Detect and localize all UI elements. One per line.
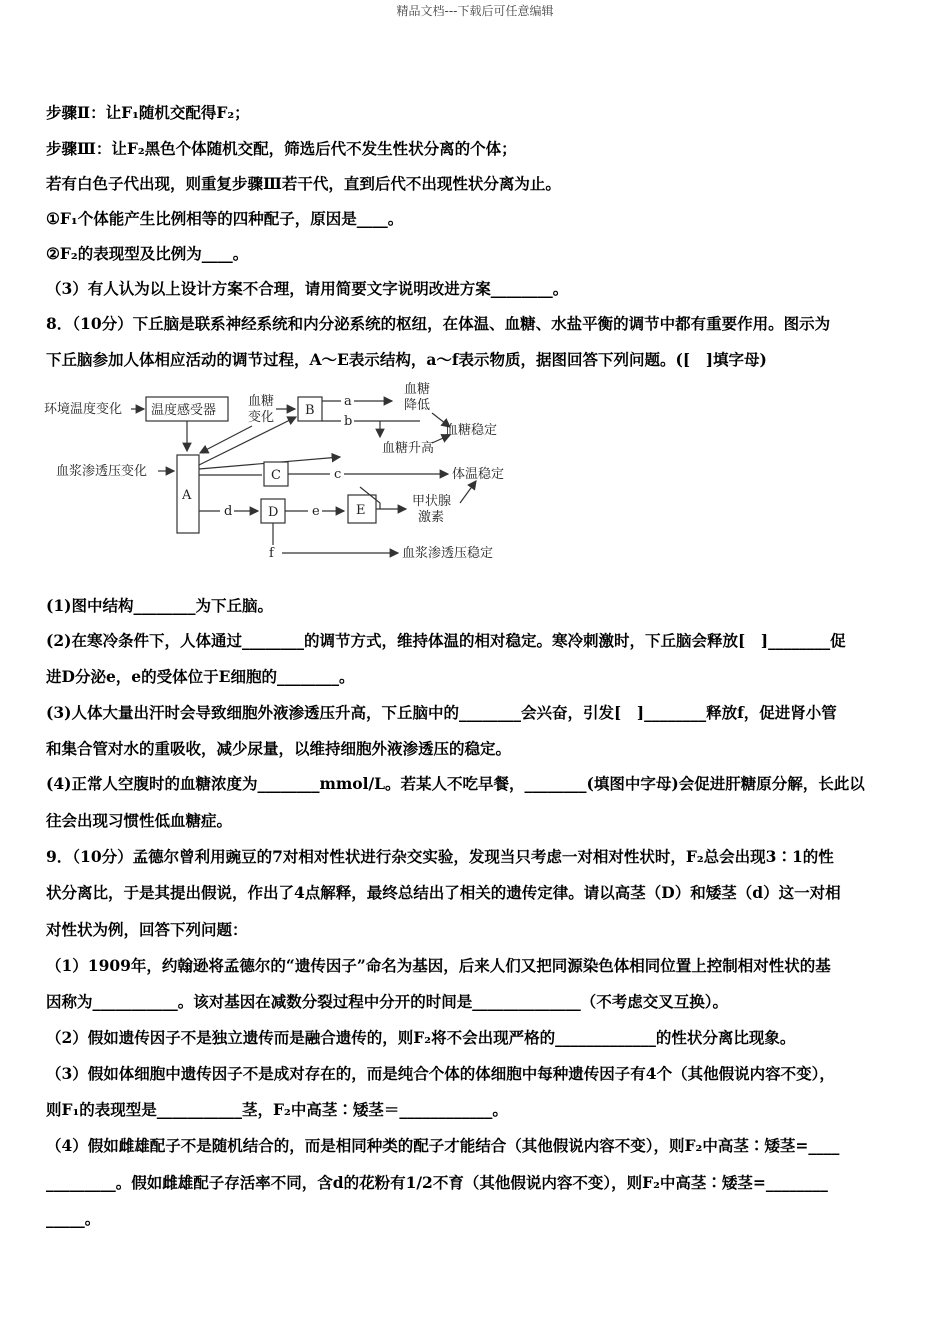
text-line: （3）有人认为以上设计方案不合理，请用简要文字说明改进方案________。 bbox=[46, 279, 569, 298]
text-line: （2）假如遗传因子不是独立遗传而是融合遗传的，则F₂将不会出现严格的_____________的性状分离比现象。 bbox=[46, 1028, 796, 1047]
label-sugar-down-2: 降低 bbox=[404, 398, 431, 413]
label-osm-stable: 血浆渗透压稳定 bbox=[402, 546, 494, 561]
label-b: b bbox=[344, 414, 353, 429]
text-line: _________。假如雌雄配子存活率不同，含d的花粉有1/2不育（其他假说内容不变），则F₂中高茎∶矮茎=________ bbox=[46, 1173, 828, 1192]
label-B: B bbox=[305, 403, 315, 418]
label-A: A bbox=[182, 488, 192, 503]
label-sugar-up: 血糖升高 bbox=[382, 441, 435, 456]
label-E: E bbox=[356, 503, 366, 518]
text-line: （4）假如雌雄配子不是随机结合的，而是相同种类的配子才能结合（其他假说内容不变），则F₂中高茎∶矮茎=____ bbox=[46, 1136, 840, 1155]
question-8-stem: 8．（10分）下丘脑是联系神经系统和内分泌系统的枢纽，在体温、血糖、水盐平衡的调节中都有重要作用。图示为 bbox=[46, 314, 831, 333]
label-f: f bbox=[269, 546, 274, 561]
label-sugar-change-2: 变化 bbox=[248, 410, 275, 425]
text-line: 步骤Ⅲ：让F₂黑色个体随机交配，筛选后代不发生性状分离的个体； bbox=[46, 139, 517, 158]
label-temp-receptor: 温度感受器 bbox=[151, 403, 217, 418]
text-line: 和集合管对水的重吸收，减少尿量，以维持细胞外液渗透压的稳定。 bbox=[46, 739, 512, 758]
label-thyroid-1: 甲状腺 bbox=[412, 494, 452, 509]
text-line: 因称为___________。该对基因在减数分裂过程中分开的时间是______________（不考虑交叉互换）。 bbox=[46, 992, 729, 1011]
text-line: 步骤Ⅱ：让F₁随机交配得F₂； bbox=[46, 103, 250, 122]
regulation-diagram bbox=[40, 377, 520, 567]
text-line: (2)在寒冷条件下，人体通过________的调节方式，维持体温的相对稳定。寒冷刺激时，下丘脑会释放[ ]________促 bbox=[46, 631, 846, 650]
text-line: ①F₁个体能产生比例相等的四种配子，原因是____。 bbox=[46, 209, 404, 228]
text-line: 往会出现习惯性低血糖症。 bbox=[46, 811, 233, 830]
label-sugar-change-1: 血糖 bbox=[248, 394, 275, 409]
question-8-stem: 下丘脑参加人体相应活动的调节过程，A～E表示结构，a～f表示物质，据图回答下列问题。([ ]填字母) bbox=[46, 350, 767, 369]
label-c: c bbox=[334, 467, 342, 482]
label-thyroid-2: 激素 bbox=[418, 510, 445, 525]
label-plasma-osm: 血浆渗透压变化 bbox=[56, 464, 148, 479]
text-line: 则F₁的表现型是___________茎，F₂中高茎∶矮茎＝____________。 bbox=[46, 1100, 508, 1119]
text-line: ②F₂的表现型及比例为____。 bbox=[46, 244, 249, 263]
text-line: (3)人体大量出汗时会导致细胞外液渗透压升高，下丘脑中的________会兴奋，引发[ ]________释放f，促进肾小管 bbox=[46, 703, 837, 722]
label-e: e bbox=[312, 504, 320, 519]
label-d: d bbox=[224, 504, 233, 519]
text-line: （3）假如体细胞中遗传因子不是成对存在的，而是纯合个体的体细胞中每种遗传因子有4个（其他假说内容不变）， bbox=[46, 1064, 835, 1083]
text-line: (1)图中结构________为下丘脑。 bbox=[46, 596, 273, 615]
label-a: a bbox=[344, 394, 352, 409]
text-line: 若有白色子代出现，则重复步骤Ⅲ若干代，直到后代不出现性状分离为止。 bbox=[46, 174, 561, 193]
text-line: （1）1909年，约翰逊将孟德尔的“遗传因子”命名为基因，后来人们又把同源染色体相同位置上控制相对性状的基 bbox=[46, 956, 831, 975]
label-C: C bbox=[271, 468, 281, 483]
label-temp-stable: 体温稳定 bbox=[452, 467, 505, 482]
page-header: 精品文档---下载后可任意编辑 bbox=[396, 4, 554, 18]
label-D: D bbox=[268, 505, 279, 520]
label-sugar-stable: 血糖稳定 bbox=[445, 423, 498, 438]
question-9-stem: 状分离比，于是其提出假说，作出了4点解释，最终总结出了相关的遗传定律。请以高茎（D）和矮茎（d）这一对相 bbox=[46, 883, 841, 902]
question-9-stem: 9．（10分）孟德尔曾利用豌豆的7对相对性状进行杂交实验，发现当只考虑一对相对性状时，F₂总会出现3∶1的性 bbox=[46, 847, 834, 866]
text-line: _____。 bbox=[46, 1209, 101, 1228]
text-line: 进D分泌e，e的受体位于E细胞的________。 bbox=[46, 667, 355, 686]
text-line: (4)正常人空腹时的血糖浓度为________mmol/L。若某人不吃早餐，________(填图中字母)会促进肝糖原分解，长此以 bbox=[46, 774, 865, 793]
label-sugar-down-1: 血糖 bbox=[404, 382, 431, 397]
question-9-stem: 对性状为例，回答下列问题： bbox=[46, 920, 248, 939]
label-env-temp: 环境温度变化 bbox=[44, 402, 123, 417]
